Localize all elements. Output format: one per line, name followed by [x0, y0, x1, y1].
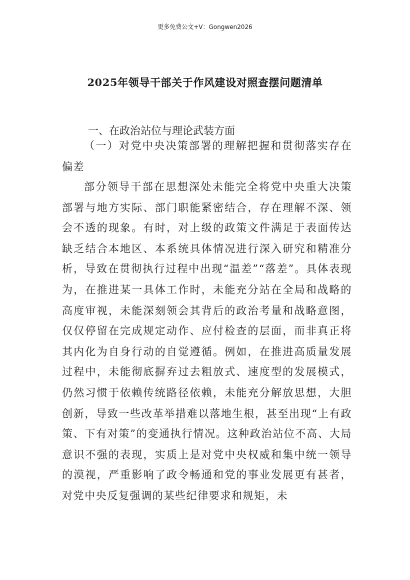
sub-heading: （一）对党中央决策部署的理解把握和贯彻落实存在偏差	[62, 140, 352, 173]
body-paragraph: 部分领导干部在思想深处未能完全将党中央重大决策部署与地方实际、部门职能紧密结合，存在理解不深、领会不透的现象。有时，对上级的政策文件满足于表面传达缺乏结合本地区、本系统具体情况进行深入研究和精准分析，导致在贯彻执行过程中出现“温差”“落差”。具体表现为，在推进某一具体工作时，未能充分站在全局和战略的高度审视，未能深刻领会其背后的政治考量和战略意图，仅仅停留在完成规定动作、应付检查的层面，而非真正将其内化为自身行动的自觉遵循。例如，在推进高质量发展过程中，未能彻底摒弃过去粗放式、速度型的发展模式，仍然习惯于依赖传统路径依赖，未能充分解放思想，大胆创新，导致一些改革举措难以落地生根，甚至出现“上有政策、下有对策”的变通执行情况。这种政治站位不高、大局意识不强的表现，实质上是对党中央权威和集中统一领导的漠视，严重影响了政令畅通和党的事业发展更有甚者，对党中央反复强调的某些纪律要求和规矩，未	[62, 181, 352, 502]
section-heading: 一、在政治站位与理论武装方面	[88, 125, 235, 137]
header-note: 更多免费公文+V：Gongwen2026	[157, 24, 253, 31]
document-title: 2025年领导干部关于作风建设对照查摆问题清单	[87, 77, 323, 89]
